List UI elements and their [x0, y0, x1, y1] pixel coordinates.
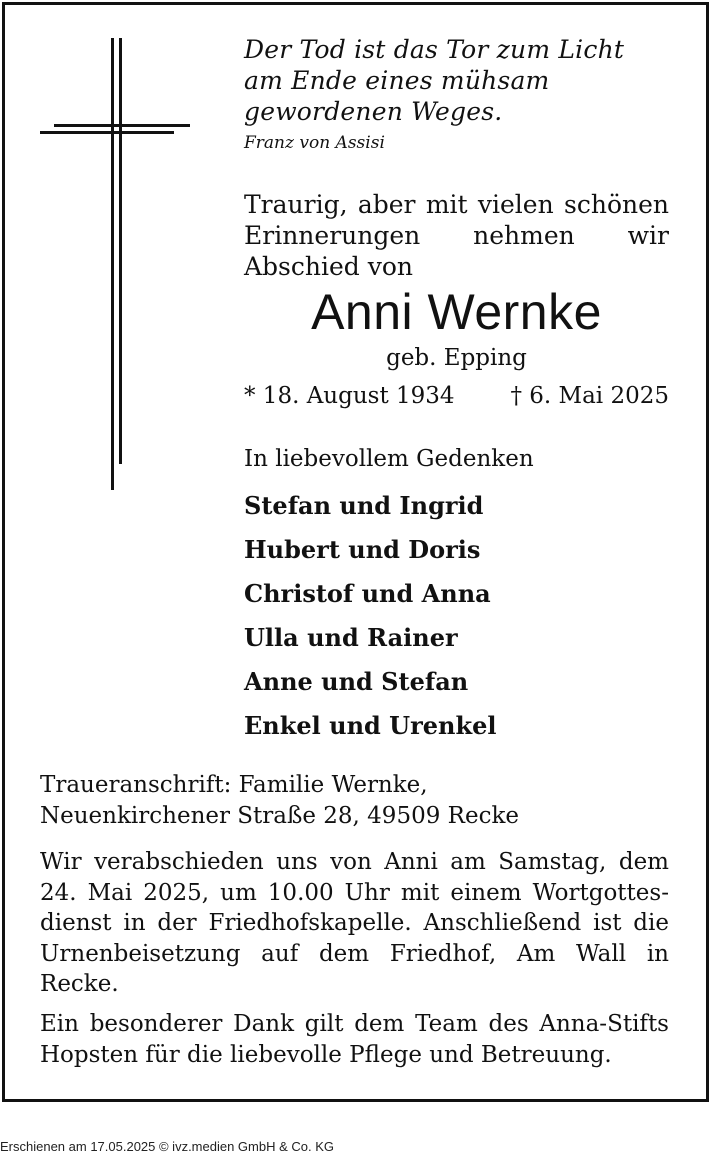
publication-footer: Erschienen am 17.05.2025 © ivz.medien GmbH & Co. KG	[0, 1139, 335, 1154]
mourning-address	[40, 770, 669, 831]
mourner-item: Hubert und Doris	[244, 535, 481, 564]
mourner-item: Enkel und Urenkel	[244, 711, 497, 740]
deceased-name: Anni Wernke	[311, 284, 602, 340]
mourner-item: Ulla und Rainer	[244, 623, 458, 652]
quote-author: Franz von Assisi	[244, 133, 385, 153]
life-dates	[244, 381, 669, 411]
intro-text: Traurig, aber mit vielen schönen Erinnerungen nehmen wir Abschied von	[244, 190, 669, 281]
thanks-text: Ein besonderer Dank gilt dem Team des Anna-Stifts Hopsten für die liebevolle Pflege und Betreuung.	[40, 1011, 669, 1068]
address-line: Traueranschrift: Familie Wernke,	[40, 772, 428, 798]
death-date: † 6. Mai 2025	[510, 383, 669, 409]
quote	[244, 34, 669, 127]
mourner-item: Anne und Stefan	[244, 667, 469, 696]
cross-icon	[40, 38, 190, 490]
quote-line: am Ende eines mühsam	[244, 66, 550, 95]
birth-date: * 18. August 1934	[244, 383, 455, 409]
mourner-item: Stefan und Ingrid	[244, 491, 484, 520]
quote-line: Der Tod ist das Tor zum Licht	[244, 35, 625, 64]
maiden-name: geb. Epping	[386, 345, 527, 371]
service-info: Wir verabschieden uns von Anni am Samstag, dem 24. Mai 2025, um 10.00 Uhr mit einem Wortgottesdienst in der Friedhofskapelle. Anschließend ist die Urnenbeisetzung auf dem Friedhof, Am Wall in Recke.	[40, 849, 669, 997]
quote-line: gewordenen Weges.	[244, 97, 503, 126]
mourner-item: Christof und Anna	[244, 579, 491, 608]
mourners-list	[244, 484, 669, 748]
memory-line: In liebevollem Gedenken	[244, 446, 534, 472]
address-line: Neuenkirchener Straße 28, 49509 Recke	[40, 802, 520, 829]
